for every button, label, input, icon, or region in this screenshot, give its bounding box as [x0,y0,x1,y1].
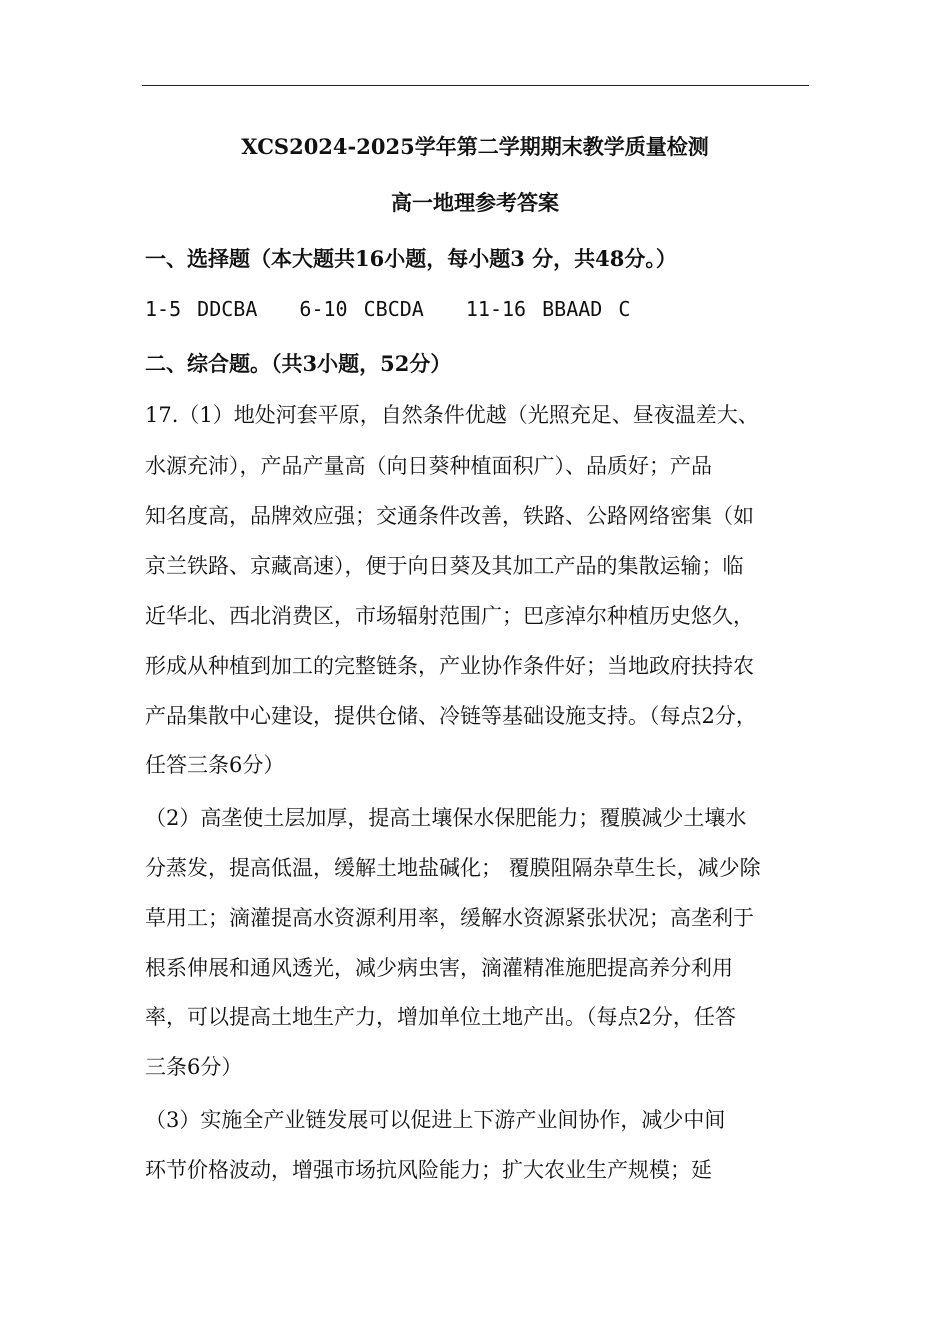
q17-part3-line: 环节价格波动，增强市场抗风险能力；扩大农业生产规模；延 [145,1158,712,1182]
answers-6-10: 6-10 CBCDA [299,297,424,321]
document-subtitle: 高一地理参考答案 [391,190,559,215]
q17-part1-line: 形成从种植到加工的完整链条，产业协作条件好；当地政府扶持农 [145,654,754,678]
q17-part1-line: 任答三条6分） [145,753,285,777]
document-title: XCS2024-2025学年第二学期期末教学质量检测 [241,134,709,159]
answers-1-5: 1-5 DDCBA [145,297,258,321]
q17-part2-line: 分蒸发，提高低温，缓解土地盐碱化； 覆膜阻隔杂草生长，减少除 [145,856,761,880]
answers-11-16: 11-16 BBAAD C [465,297,631,321]
q17-part2-line: 率，可以提高土地生产力，增加单位土地产出。（每点2分，任答 [145,1005,736,1029]
q17-part1-line: 产品集散中心建设，提供仓储、冷链等基础设施支持。（每点2分， [145,704,757,728]
q17-part1-line: 京兰铁路、京藏高速），便于向日葵及其加工产品的集散运输；临 [145,554,744,578]
q17-part1-line: 知名度高，品牌效应强；交通条件改善，铁路、公路网络密集（如 [145,504,754,528]
section1-heading: 一、选择题（本大题共16小题，每小题3 分，共48分。） [145,246,677,271]
q17-part1-line: 近华北、西北消费区，市场辐射范围广；巴彦淖尔种植历史悠久， [145,604,754,628]
q17-part2-line: 三条6分） [145,1055,243,1079]
q17-part2-line: 根系伸展和通风透光，减少病虫害，滴灌精准施肥提高养分利用 [145,956,733,980]
q17-part3-line: （3）实施全产业链发展可以促进上下游产业间协作，减少中间 [145,1108,726,1132]
q17-part2-line: （2）高垄使土层加厚，提高土壤保水保肥能力；覆膜减少土壤水 [145,806,747,830]
q17-part2-line: 草用工；滴灌提高水资源利用率，缓解水资源紧张状况；高垄利于 [145,906,754,930]
section2-heading: 二、综合题。（共3小题，52分） [145,351,452,376]
q17-part1-line: 17.（1）地处河套平原，自然条件优越（光照充足、昼夜温差大、 [145,403,759,427]
answer-key-row [145,297,810,321]
header-rule [142,85,809,86]
q17-part1-line: 水源充沛），产品产量高（向日葵种植面积广）、品质好；产品 [145,454,712,478]
